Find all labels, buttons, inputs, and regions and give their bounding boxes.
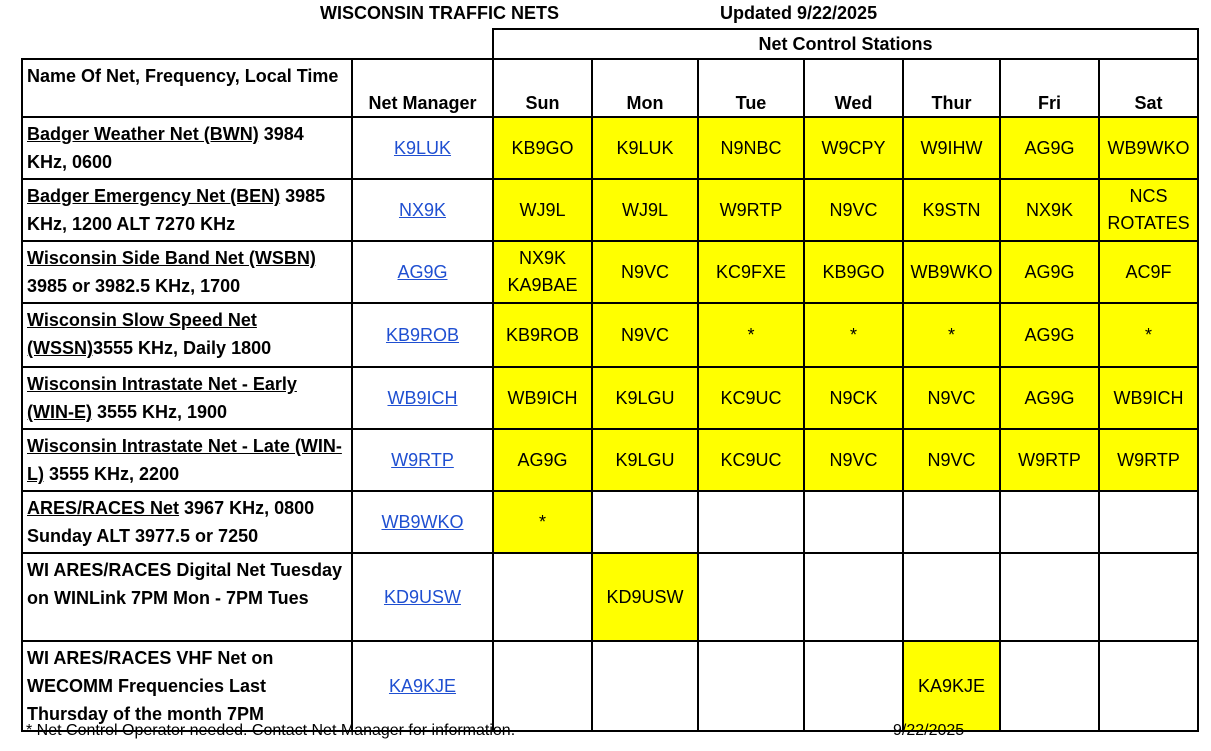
station-cell-thur: N9VC	[903, 429, 1000, 491]
net-manager-cell	[352, 117, 493, 179]
station-cell-tue: *	[698, 303, 804, 367]
footer-note: * Net Control Operator needed. Contact Net Manager for information.	[26, 722, 516, 739]
net-name-details: 3985 KHz, 1200 ALT 7270 KHz	[27, 186, 326, 234]
station-cell-mon: KD9USW	[592, 553, 698, 641]
net-manager-link[interactable]: K9LUK	[393, 137, 452, 158]
net-name	[22, 303, 352, 367]
net-name	[22, 241, 352, 303]
net-name-details: 3555 KHz, 1900	[91, 402, 228, 422]
station-cell-fri: AG9G	[1000, 303, 1099, 367]
net-name-underlined: ARES/RACES Net	[27, 498, 180, 518]
station-cell-wed: N9VC	[804, 179, 903, 241]
col-header-mon: Mon	[592, 59, 698, 117]
station-cell-thur: WB9WKO	[903, 241, 1000, 303]
station-cell-mon: K9LGU	[592, 429, 698, 491]
net-name	[22, 553, 352, 641]
station-cell-sun: *	[493, 491, 592, 553]
table-row	[22, 303, 1198, 367]
net-manager-cell	[352, 553, 493, 641]
station-cell-sat: *	[1099, 303, 1198, 367]
station-cell-thur: N9VC	[903, 367, 1000, 429]
net-name-underlined: Wisconsin Intrastate Net - Early (WIN-E)	[27, 374, 297, 422]
station-cell-mon: K9LGU	[592, 367, 698, 429]
col-header-thur: Thur	[903, 59, 1000, 117]
station-cell-thur: KA9KJE	[903, 641, 1000, 731]
net-name-underlined: Wisconsin Side Band Net (WSBN)	[27, 248, 316, 268]
station-cell-mon: K9LUK	[592, 117, 698, 179]
station-cell-wed: W9CPY	[804, 117, 903, 179]
net-name	[22, 429, 352, 491]
station-cell-sun	[493, 641, 592, 731]
col-header-sat: Sat	[1099, 59, 1198, 117]
net-name-details: 3555 KHz, 2200	[44, 464, 180, 484]
col-header-sun: Sun	[493, 59, 592, 117]
net-name-details: 3985 or 3982.5 KHz, 1700	[27, 276, 241, 296]
table-row	[22, 429, 1198, 491]
station-cell-tue: W9RTP	[698, 179, 804, 241]
station-cell-mon	[592, 491, 698, 553]
net-manager-cell	[352, 367, 493, 429]
station-cell-sun: KB9ROB	[493, 303, 592, 367]
station-cell-sun	[493, 553, 592, 641]
col-header-fri: Fri	[1000, 59, 1099, 117]
station-cell-tue: KC9FXE	[698, 241, 804, 303]
station-cell-sat	[1099, 553, 1198, 641]
net-name-details: 3967 KHz, 0800 Sunday ALT 3977.5 or 7250	[27, 498, 315, 546]
net-name	[22, 367, 352, 429]
table-row	[22, 641, 1198, 731]
station-cell-thur: K9STN	[903, 179, 1000, 241]
station-cell-wed: N9CK	[804, 367, 903, 429]
net-manager-link[interactable]: NX9K	[398, 199, 447, 220]
page-title: WISCONSIN TRAFFIC NETS	[320, 3, 559, 23]
station-cell-sun: WJ9L	[493, 179, 592, 241]
footer-date: 9/22/2025	[893, 722, 965, 739]
station-cell-sat: NCS ROTATES	[1099, 179, 1198, 241]
station-cell-fri: AG9G	[1000, 367, 1099, 429]
station-cell-sat	[1099, 491, 1198, 553]
station-cell-fri: AG9G	[1000, 117, 1099, 179]
station-cell-mon: N9VC	[592, 303, 698, 367]
table-row	[22, 367, 1198, 429]
net-manager-link[interactable]: KD9USW	[383, 586, 461, 607]
net-manager-cell	[352, 241, 493, 303]
station-cell-wed	[804, 491, 903, 553]
station-cell-fri: NX9K	[1000, 179, 1099, 241]
net-name-details: 3555 KHz, Daily 1800	[93, 338, 272, 358]
net-name-underlined: Wisconsin Slow Speed Net (WSSN)	[27, 310, 257, 358]
updated-date: Updated 9/22/2025	[720, 3, 878, 23]
station-cell-fri: W9RTP	[1000, 429, 1099, 491]
station-cell-fri: AG9G	[1000, 241, 1099, 303]
traffic-nets-table	[21, 28, 1199, 732]
station-cell-sat: AC9F	[1099, 241, 1198, 303]
station-cell-sat: WB9ICH	[1099, 367, 1198, 429]
net-manager-link[interactable]: KA9KJE	[388, 675, 457, 696]
table-row	[22, 117, 1198, 179]
station-cell-wed: N9VC	[804, 429, 903, 491]
net-name-details: WI ARES/RACES VHF Net on WECOMM Frequencies Last Thursday of the month 7PM	[27, 648, 274, 724]
blank-corner	[22, 29, 493, 59]
station-cell-tue: KC9UC	[698, 367, 804, 429]
net-manager-cell	[352, 429, 493, 491]
station-cell-sun: WB9ICH	[493, 367, 592, 429]
table-row	[22, 491, 1198, 553]
station-cell-sun: AG9G	[493, 429, 592, 491]
station-cell-fri	[1000, 491, 1099, 553]
net-name-underlined: Badger Emergency Net (BEN)	[27, 186, 281, 206]
station-cell-wed: KB9GO	[804, 241, 903, 303]
net-name-underlined: Badger Weather Net (BWN)	[27, 124, 259, 144]
net-manager-link[interactable]: WB9WKO	[381, 511, 464, 532]
net-manager-link[interactable]: W9RTP	[391, 449, 454, 470]
col-header-tue: Tue	[698, 59, 804, 117]
station-cell-sun: NX9K KA9BAE	[493, 241, 592, 303]
col-header-manager: Net Manager	[352, 59, 493, 117]
station-cell-fri	[1000, 641, 1099, 731]
station-cell-thur: W9IHW	[903, 117, 1000, 179]
net-name	[22, 179, 352, 241]
station-cell-tue: KC9UC	[698, 429, 804, 491]
col-header-wed: Wed	[804, 59, 903, 117]
station-cell-mon: WJ9L	[592, 179, 698, 241]
table-row	[22, 179, 1198, 241]
station-cell-sat: WB9WKO	[1099, 117, 1198, 179]
table-row	[22, 553, 1198, 641]
net-name-details: WI ARES/RACES Digital Net Tuesday on WINLink 7PM Mon - 7PM Tues	[27, 560, 343, 608]
station-cell-tue	[698, 491, 804, 553]
station-cell-tue: N9NBC	[698, 117, 804, 179]
net-name-underlined: Wisconsin Intrastate Net - Late (WIN-L)	[27, 436, 342, 484]
station-cell-tue	[698, 553, 804, 641]
net-name	[22, 641, 352, 731]
net-manager-cell	[352, 179, 493, 241]
station-cell-sat	[1099, 641, 1198, 731]
station-cell-mon	[592, 641, 698, 731]
station-cell-wed: *	[804, 303, 903, 367]
station-cell-mon: N9VC	[592, 241, 698, 303]
net-manager-cell	[352, 641, 493, 731]
net-manager-link[interactable]: KB9ROB	[385, 324, 460, 345]
net-manager-cell	[352, 491, 493, 553]
station-cell-tue	[698, 641, 804, 731]
net-name	[22, 117, 352, 179]
table-row	[22, 241, 1198, 303]
station-cell-thur: *	[903, 303, 1000, 367]
station-cell-thur	[903, 553, 1000, 641]
station-cell-wed	[804, 641, 903, 731]
station-cell-fri	[1000, 553, 1099, 641]
col-header-name: Name Of Net, Frequency, Local Time	[22, 59, 352, 117]
station-cell-wed	[804, 553, 903, 641]
net-name	[22, 491, 352, 553]
station-cell-thur	[903, 491, 1000, 553]
station-cell-sat: W9RTP	[1099, 429, 1198, 491]
net-manager-link[interactable]: AG9G	[397, 261, 448, 282]
net-manager-link[interactable]: WB9ICH	[387, 387, 458, 408]
station-cell-sun: KB9GO	[493, 117, 592, 179]
net-name-details: 3984 KHz, 0600	[27, 124, 304, 172]
net-manager-cell	[352, 303, 493, 367]
net-control-stations-header: Net Control Stations	[493, 29, 1198, 59]
